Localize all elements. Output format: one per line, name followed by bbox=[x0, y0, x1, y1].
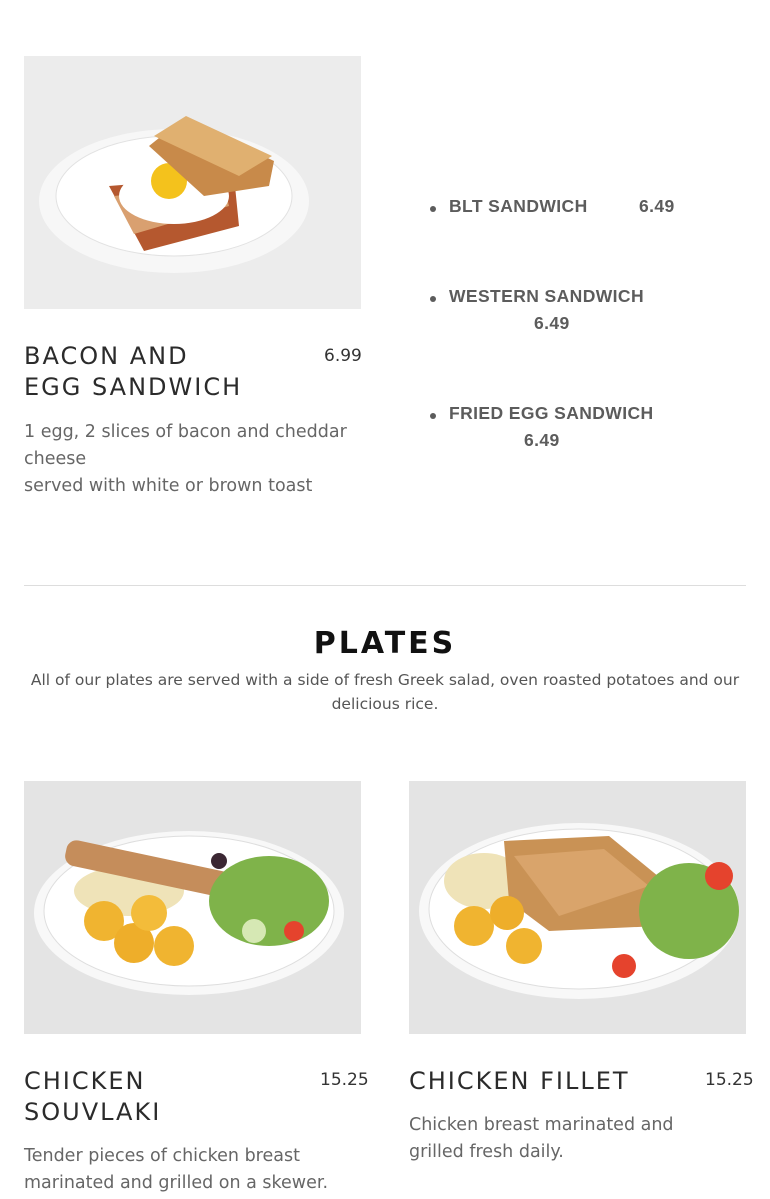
sandwich-name: BLT SANDWICH bbox=[449, 196, 588, 216]
section-divider bbox=[24, 585, 746, 586]
bullet-icon bbox=[430, 296, 436, 302]
sandwich-price: 6.49 bbox=[524, 430, 560, 450]
item-price-chicken-fillet: 15.25 bbox=[705, 1070, 754, 1090]
item-name-line: CHICKEN bbox=[24, 1067, 146, 1095]
section-subtitle-plates bbox=[24, 668, 746, 716]
item-name-bacon-egg-sandwich bbox=[24, 341, 314, 403]
item-description-chicken-fillet bbox=[409, 1112, 746, 1166]
item-description-chicken-souvlaki bbox=[24, 1143, 361, 1197]
item-price-bacon-egg-sandwich: 6.99 bbox=[324, 346, 362, 366]
item-name-chicken-fillet bbox=[409, 1066, 699, 1097]
description-line: served with white or brown toast bbox=[24, 476, 313, 496]
description-line: grilled fresh daily. bbox=[409, 1142, 564, 1162]
bullet-icon bbox=[430, 413, 436, 419]
item-name-line: BACON AND bbox=[24, 342, 189, 370]
bacon-egg-sandwich-photo bbox=[24, 56, 361, 309]
chicken-fillet-photo bbox=[409, 781, 746, 1034]
description-line: Tender pieces of chicken breast bbox=[24, 1146, 300, 1166]
sandwich-name: WESTERN SANDWICH bbox=[449, 286, 645, 306]
item-description-bacon-egg-sandwich bbox=[24, 419, 361, 500]
subtitle-line: delicious rice. bbox=[331, 695, 439, 713]
item-name-chicken-souvlaki bbox=[24, 1066, 304, 1128]
sandwich-name: FRIED EGG SANDWICH bbox=[449, 403, 654, 423]
description-line: cheese bbox=[24, 449, 87, 469]
description-line: Chicken breast marinated and bbox=[409, 1115, 674, 1135]
item-name-line: EGG SANDWICH bbox=[24, 373, 243, 401]
description-line: 1 egg, 2 slices of bacon and cheddar bbox=[24, 422, 347, 442]
list-item bbox=[430, 403, 730, 463]
list-item bbox=[430, 196, 730, 226]
item-price-chicken-souvlaki: 15.25 bbox=[320, 1070, 369, 1090]
list-item bbox=[430, 286, 730, 346]
item-name-line: CHICKEN FILLET bbox=[409, 1067, 630, 1095]
description-line: marinated and grilled on a skewer. bbox=[24, 1173, 329, 1193]
sandwich-price: 6.49 bbox=[534, 313, 570, 333]
chicken-souvlaki-photo bbox=[24, 781, 361, 1034]
sandwich-price: 6.49 bbox=[639, 196, 675, 216]
subtitle-line: All of our plates are served with a side of fresh Greek salad, oven roasted potatoes and our bbox=[30, 671, 740, 689]
item-name-line: SOUVLAKI bbox=[24, 1098, 162, 1126]
section-title-plates: PLATES bbox=[313, 626, 457, 661]
bullet-icon bbox=[430, 206, 436, 212]
